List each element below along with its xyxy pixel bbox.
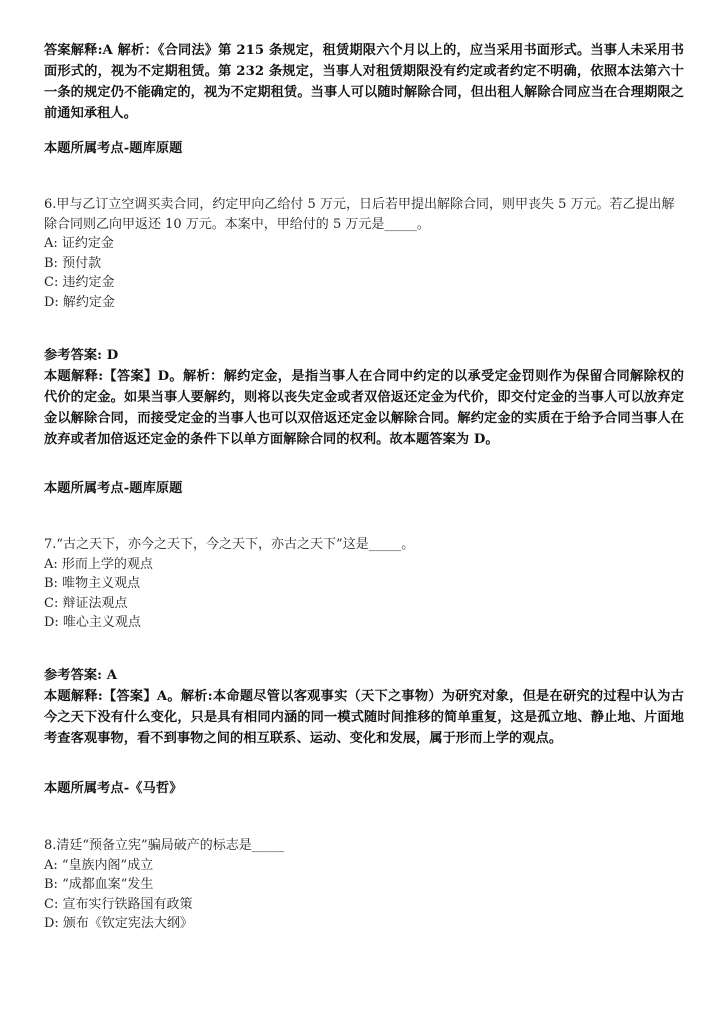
q7-answer: 参考答案: A	[44, 668, 118, 683]
q7-option-a: A: 形而上学的观点	[44, 556, 153, 572]
q7-option-b: B: 唯物主义观点	[44, 576, 141, 591]
q8-option-b: B: “成都血案”发生	[44, 877, 154, 892]
q8-option-c: C: 宣布实行铁路国有政策	[44, 896, 193, 912]
q6-answer: 参考答案: D	[44, 348, 119, 363]
q6-option-b: B: 预付款	[44, 255, 102, 271]
q6-block	[44, 195, 684, 312]
q6-answer-block	[44, 345, 684, 450]
q6-explanation: 本题解释:【答案】D。解析：解约定金，是指当事人在合同中约定的以承受定金罚则作为保留合同解除权的代价的定金。如果当事人要解约，则将以丧失定金或者双倍返还定金为代价，即交付定金的当事人可以放弃定金以解除合同，而接受定金的当事人也可以双倍返还定金以解除合同。解约定金的实质在于给予合同当事人在放弃或者加倍返还定金的条件下以单方面解除合同的权利。故本题答案为 D。	[44, 369, 684, 447]
q7-option-c: C: 辩证法观点	[44, 595, 128, 611]
q7-source: 本题所属考点-《马哲》	[44, 781, 183, 796]
q7-block	[44, 535, 684, 633]
q8-option-a: A: “皇族内阁”成立	[44, 857, 154, 873]
q6-question: 6.甲与乙订立空调买卖合同，约定甲向乙给付 5 万元，日后若甲提出解除合同，则甲丧失 5 万元。若乙提出解除合同则乙向甲返还 10 万元。本案中，甲给付的 5 万元是_____。	[44, 197, 675, 232]
q8-block	[44, 836, 684, 934]
q7-option-d: D: 唯心主义观点	[44, 615, 141, 630]
q6-option-a: A: 证约定金	[44, 236, 114, 251]
q8-question: 8.清廷“预备立宪”骗局破产的标志是_____	[44, 838, 285, 853]
q6-option-c: C: 违约定金	[44, 275, 115, 290]
q6-source: 本题所属考点-题库原题	[44, 481, 183, 496]
q7-source-block	[44, 778, 684, 799]
q7-answer-block	[44, 665, 684, 749]
q5-explanation-block	[44, 40, 684, 124]
q5-source: 本题所属考点-题库原题	[44, 141, 183, 156]
q6-option-d: D: 解约定金	[44, 294, 115, 310]
q7-question: 7.“古之天下，亦今之天下，今之天下，亦古之天下”这是_____。	[44, 537, 415, 552]
q6-source-block	[44, 478, 684, 499]
q7-explanation: 本题解释:【答案】A。解析:本命题尽管以客观事实（天下之事物）为研究对象，但是在研究的过程中认为古今之天下没有什么变化，只是具有相同内涵的同一模式随时间推移的简单重复，这是孤立地、静止地、片面地考查客观事物，看不到事物之间的相互联系、运动、变化和发展，属于形而上学的观点。	[44, 689, 684, 746]
q5-source-block	[44, 138, 684, 159]
q8-option-d: D: 颁布《钦定宪法大纲》	[44, 916, 193, 931]
q5-explanation: 答案解释:A 解析：《合同法》第 215 条规定，租赁期限六个月以上的，应当采用书面形式。当事人未采用书面形式的，视为不定期租赁。第 232 条规定，当事人对租赁期限没有约定或者约定不明确，依照本法第六十一条的规定仍不能确定的，视为不定期租赁。当事人可以随时解除合同，但出租人解除合同应当在合理期限之前通知承租人。	[44, 43, 684, 121]
